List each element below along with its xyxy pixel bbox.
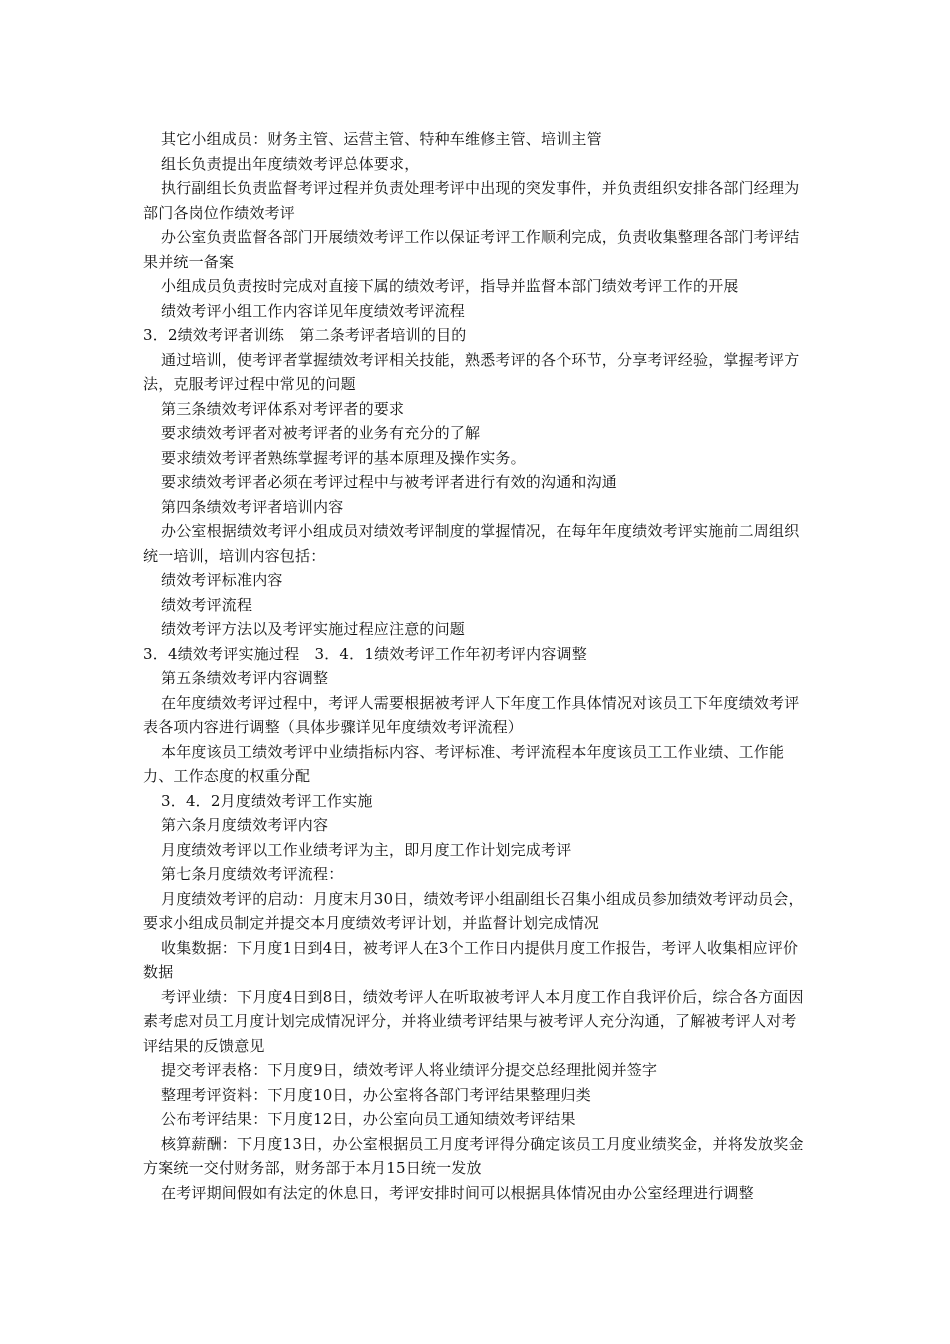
article-title: 第六条月度绩效考评内容 [161, 816, 329, 834]
paragraph: 收集数据：下月度1日到4日，被考评人在3个工作日内提供月度工作报告，考评人收集相应评价数据 [143, 938, 799, 981]
paragraph: 公布考评结果：下月度12日，办公室向员工通知绩效考评结果 [161, 1110, 576, 1128]
article-title: 第三条绩效考评体系对考评者的要求 [161, 399, 405, 418]
paragraph: 月度绩效考评的启动：月度末月30日，绩效考评小组副组长召集小组成员参加绩效考评动员会，要求小组成员制定并提交本月度绩效考评计划，并监督计划完成情况 [143, 889, 804, 932]
paragraph: 要求绩效考评者熟练掌握考评的基本原理及操作实务。 [161, 448, 526, 467]
list-item: 绩效考评标准内容 [161, 571, 283, 589]
paragraph: 本年度该员工绩效考评中业绩指标内容、考评标准、考评流程本年度该员工工作业绩、工作能力、工作态度的权重分配 [143, 742, 785, 785]
list-item: 绩效考评方法以及考评实施过程应注意的问题 [161, 620, 466, 638]
paragraph: 其它小组成员：财务主管、运营主管、特种车维修主管、培训主管 [161, 130, 602, 148]
paragraph: 要求绩效考评者对被考评者的业务有充分的了解 [161, 424, 481, 442]
paragraph: 考评业绩：下月度4日到8日，绩效考评人在听取被考评人本月度工作自我评价后，综合各方面因素考虑对员工月度计划完成情况评分，并将业绩考评结果与被考评人充分沟通，了解被考评人对考评结果的反馈意见 [143, 987, 804, 1055]
paragraph: 要求绩效考评者必须在考评过程中与被考评者进行有效的沟通和沟通 [161, 473, 618, 491]
paragraph: 组长负责提出年度绩效考评总体要求， [161, 154, 420, 173]
article-title: 第四条绩效考评者培训内容 [161, 497, 344, 516]
paragraph: 通过培训，使考评者掌握绩效考评相关技能，熟悉考评的各个环节，分享考评经验，掌握考评方法，克服考评过程中常见的问题 [143, 350, 800, 393]
paragraph: 提交考评表格：下月度9日，绩效考评人将业绩评分提交总经理批阅并签字 [161, 1061, 658, 1079]
subsection-heading: 3．4．2月度绩效考评工作实施 [161, 791, 373, 810]
paragraph: 小组成员负责按时完成对直接下属的绩效考评，指导并监督本部门绩效考评工作的开展 [161, 277, 739, 295]
article-title: 第七条月度绩效考评流程： [161, 865, 344, 883]
paragraph: 在考评期间假如有法定的休息日，考评安排时间可以根据具体情况由办公室经理进行调整 [161, 1183, 754, 1202]
paragraph: 办公室根据绩效考评小组成员对绩效考评制度的掌握情况，在每年年度绩效考评实施前二周组织统一培训，培训内容包括： [143, 522, 800, 565]
paragraph: 整理考评资料：下月度10日，办公室将各部门考评结果整理归类 [161, 1085, 591, 1104]
article-title: 第五条绩效考评内容调整 [161, 669, 329, 687]
paragraph: 办公室负责监督各部门开展绩效考评工作以保证考评工作顺利完成，负责收集整理各部门考评结果并统一备案 [143, 228, 800, 271]
paragraph: 执行副组长负责监督考评过程并负责处理考评中出现的突发事件，并负责组织安排各部门经理为部门各岗位作绩效考评 [143, 179, 800, 222]
document-body [143, 127, 808, 1205]
section-heading: 3．4绩效考评实施过程 3．4．1绩效考评工作年初考评内容调整 [143, 644, 587, 663]
paragraph: 月度绩效考评以工作业绩考评为主，即月度工作计划完成考评 [161, 840, 572, 859]
paragraph: 绩效考评小组工作内容详见年度绩效考评流程 [161, 301, 466, 320]
section-heading: 3．2绩效考评者训练 第二条考评者培训的目的 [143, 326, 467, 344]
list-item: 绩效考评流程 [161, 595, 253, 614]
paragraph: 在年度绩效考评过程中，考评人需要根据被考评人下年度工作具体情况对该员工下年度绩效考评表各项内容进行调整（具体步骤详见年度绩效考评流程） [143, 693, 800, 736]
paragraph: 核算薪酬：下月度13日，办公室根据员工月度考评得分确定该员工月度业绩奖金，并将发放奖金方案统一交付财务部，财务部于本月15日统一发放 [143, 1134, 804, 1177]
